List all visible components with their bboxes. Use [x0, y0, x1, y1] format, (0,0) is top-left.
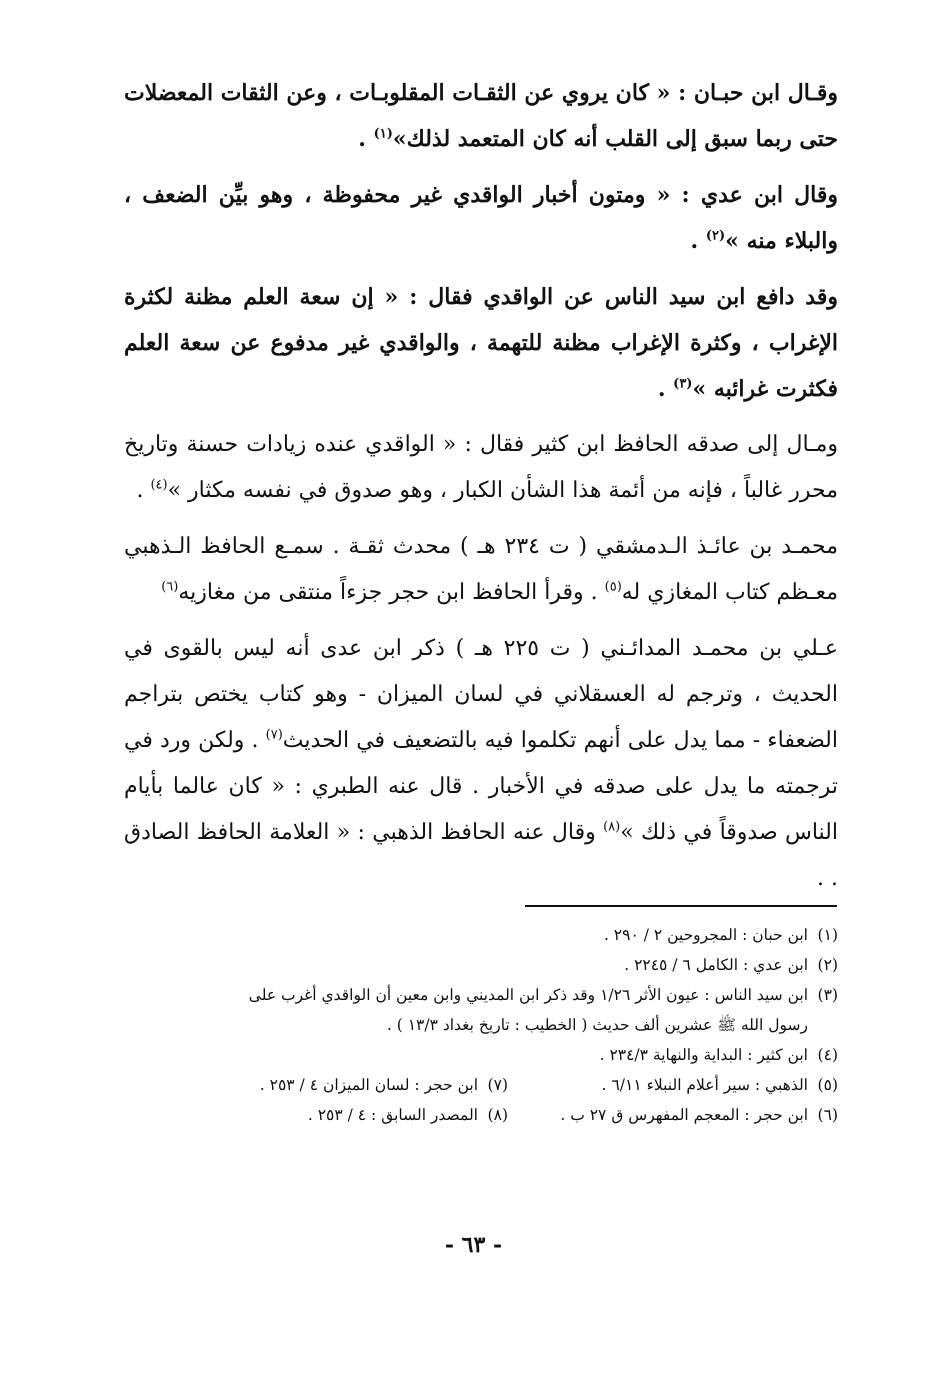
paragraph-text: وقد دافع ابن سيد الناس عن الواقدي فقال : « إن سعة العلم مظنة لكثرة الإغراب ، وكثرة الإغراب مظنة للتهمة ، والواقدي غير مدفوع عن سعة العلم فكثرت غرائبه » [124, 284, 838, 402]
footnote-1 [124, 920, 838, 950]
footnote-3 [124, 980, 838, 1010]
paragraph-text: ومـال إلى صدقه الحافظ ابن كثير فقال : « الواقدي عنده زيادات حسنة وتاريخ محرر غالباً ، فإنه من أئمة هذا الشأن الكبار ، وهو صدوق في نفسه مكثار » [124, 432, 838, 503]
footnote-ref: (٤) [150, 477, 168, 493]
paragraph-text: وقـال ابن حبـان : « كان يروي عن الثقـات المقلوبـات ، وعن الثقات المعضلات حتى ربما سبق إلى القلب أنه كان المتعمد لذلك» [124, 80, 838, 152]
paragraph-text: محمـد بن عائـذ الـدمشقي ( ت ٢٣٤ هـ ) محدث ثقـة . سمـع الحافظ الـذهبي معـظم كتاب المغازي له [124, 534, 838, 605]
paragraph-ibn-adi [124, 172, 838, 264]
paragraph-text: وقال عنه الحافظ الذهبي : « العلامة الحافظ الصادق . . [124, 820, 838, 891]
paragraph-al-madaini [124, 626, 838, 902]
footnote-ref: (٨) [603, 819, 621, 835]
footnote-number: (٥) [817, 1076, 838, 1094]
footnote-number: (٣) [817, 986, 838, 1004]
paragraph-ibn-hibban [124, 70, 838, 162]
footnote-ref: (٣) [673, 376, 693, 392]
footnote-number: (٢) [817, 956, 838, 974]
footnote-text: ابن حجر : المعجم المفهرس ق ٢٧ ب . [560, 1106, 808, 1124]
footnote-separator [525, 905, 837, 907]
footnote-ref: (٢) [705, 228, 726, 244]
footnote-text: ابن حبان : المجروحين ٢ / ٢٩٠ . [603, 926, 808, 944]
footnote-number: (١) [817, 926, 838, 944]
punctuation: . [690, 228, 706, 254]
footnote-text: ابن عدي : الكامل ٦ / ٢٢٤٥ . [624, 956, 808, 974]
punctuation: . [136, 478, 151, 503]
main-text [124, 70, 838, 912]
footnote-ref: (١) [373, 126, 393, 142]
paragraph-text: . وقرأ الحافظ ابن حجر جزءاً منتقى من مغازيه [178, 580, 605, 605]
footnote-number: (٤) [817, 1046, 838, 1064]
footnote-text: ابن كثير : البداية والنهاية ٢٣٤/٣ . [599, 1046, 808, 1064]
page-number: - ٦٣ - [444, 1232, 503, 1258]
paragraph-text: عـلي بن محمـد المدائـني ( ت ٢٢٥ هـ ) ذكر ابن عدى أنه ليس بالقوى في الحديث ، وترجم له العسقلاني في لسان الميزان - وهو كتاب يختص بتراجم الضعفاء - مما يدل على أنهم تكلموا فيه بالتضعيف في الحديث [124, 636, 838, 753]
footnote-ref: (٦) [161, 579, 179, 595]
footnote-4 [124, 1040, 838, 1070]
footnote-text: المصدر السابق : ٤ / ٢٥٣ . [307, 1106, 478, 1124]
paragraph-ibn-aidh [124, 524, 838, 616]
footnotes [124, 920, 838, 1130]
footnote-2 [124, 950, 838, 980]
footnote-ref: (٧) [265, 727, 283, 743]
footnote-number: (٧) [487, 1076, 508, 1094]
footnote-6 [508, 1100, 838, 1130]
paragraph-ibn-kathir [124, 422, 838, 514]
footnote-text: ابن حجر : لسان الميزان ٤ / ٢٥٣ . [259, 1076, 478, 1094]
footnote-8 [178, 1100, 508, 1130]
footnote-ref: (٥) [604, 579, 622, 595]
footnote-number: (٨) [487, 1106, 508, 1124]
paragraph-text: . ولكن ورد في ترجمته ما يدل على صدقه في الأخبار . قال عنه الطبري : « كان عالما بأيام الناس صدوقاً في ذلك » [124, 728, 838, 845]
footnote-7 [178, 1070, 508, 1100]
footnote-text: الذهبي : سير أعلام النبلاء ٦/١١ . [601, 1076, 808, 1094]
footnote-row-6-8 [124, 1100, 838, 1130]
footnote-text: ابن سيد الناس : عيون الأثر ١/٢٦ وقد ذكر ابن المديني وابن معين أن الواقدي أغرب على [248, 986, 808, 1004]
footnote-3-continued: رسول الله ﷺ عشرين ألف حديث ( الخطيب : تاريخ بغداد ١٣/٣ ) . [386, 1016, 808, 1034]
punctuation: . [358, 126, 374, 152]
paragraph-text: وقال ابن عدي : « ومتون أخبار الواقدي غير محفوظة ، وهو بيِّن الضعف ، والبلاء منه » [124, 182, 838, 254]
footnote-row-5-7 [124, 1070, 838, 1100]
footnote-5 [508, 1070, 838, 1100]
footnote-number: (٦) [817, 1106, 838, 1124]
punctuation: . [657, 376, 674, 402]
paragraph-ibn-sayyid-al-nas [124, 274, 838, 412]
